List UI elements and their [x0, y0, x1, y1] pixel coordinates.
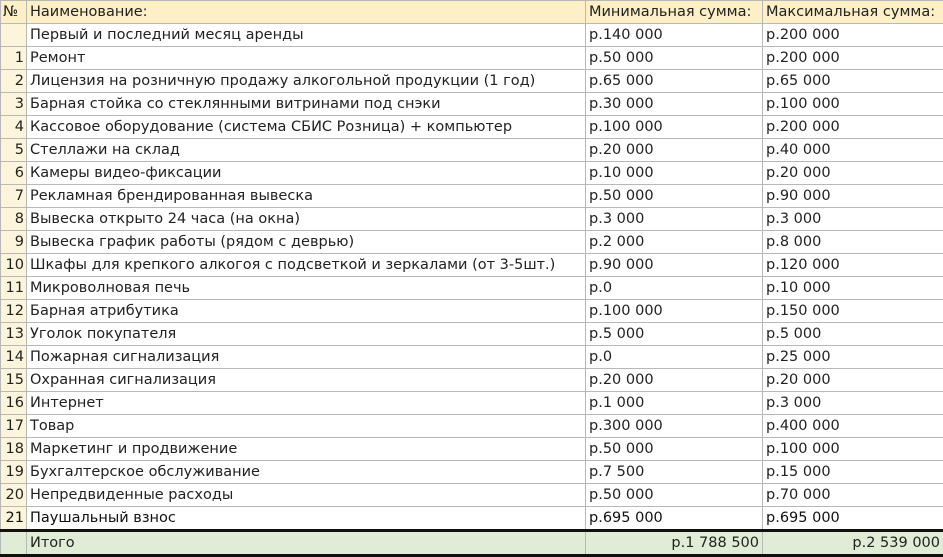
row-min: р.90 000 — [586, 254, 763, 277]
row-min: р.20 000 — [586, 139, 763, 162]
row-num: 9 — [1, 231, 27, 254]
row-name: Непредвиденные расходы — [27, 484, 586, 507]
total-max: р.2 539 000 — [763, 531, 943, 556]
row-max: р.20 000 — [763, 369, 943, 392]
row-max: р.40 000 — [763, 139, 943, 162]
row-num: 15 — [1, 369, 27, 392]
row-max: р.70 000 — [763, 484, 943, 507]
header-row — [1, 1, 943, 24]
row-name: Рекламная брендированная вывеска — [27, 185, 586, 208]
header-num: № — [1, 1, 27, 24]
row-min: р.695 000 — [586, 507, 763, 531]
row-num: 3 — [1, 93, 27, 116]
row-max: р.100 000 — [763, 438, 943, 461]
total-min: р.1 788 500 — [586, 531, 763, 556]
row-name: Бухгалтерское обслуживание — [27, 461, 586, 484]
row-min: р.0 — [586, 277, 763, 300]
row-num: 5 — [1, 139, 27, 162]
row-min: р.50 000 — [586, 47, 763, 70]
row-num: 7 — [1, 185, 27, 208]
row-num: 19 — [1, 461, 27, 484]
row-name: Товар — [27, 415, 586, 438]
row-min: р.3 000 — [586, 208, 763, 231]
table-row — [1, 47, 943, 70]
table-row — [1, 346, 943, 369]
total-num — [1, 531, 27, 556]
row-max: р.400 000 — [763, 415, 943, 438]
table-row — [1, 392, 943, 415]
row-name: Вывеска открыто 24 часа (на окна) — [27, 208, 586, 231]
row-num: 20 — [1, 484, 27, 507]
row-name: Шкафы для крепкого алкогоя с подсветкой и зеркалами (от 3-5шт.) — [27, 254, 586, 277]
row-min: р.10 000 — [586, 162, 763, 185]
table-row — [1, 507, 943, 531]
row-num: 10 — [1, 254, 27, 277]
row-min: р.1 000 — [586, 392, 763, 415]
row-num — [1, 24, 27, 47]
row-min: р.100 000 — [586, 116, 763, 139]
total-row — [1, 531, 943, 556]
row-name: Кассовое оборудование (система СБИС Розница) + компьютер — [27, 116, 586, 139]
row-min: р.65 000 — [586, 70, 763, 93]
table-row — [1, 139, 943, 162]
row-name: Паушальный взнос — [27, 507, 586, 531]
row-max: р.3 000 — [763, 392, 943, 415]
row-name: Уголок покупателя — [27, 323, 586, 346]
row-num: 2 — [1, 70, 27, 93]
row-name: Барная атрибутика — [27, 300, 586, 323]
row-min: р.50 000 — [586, 484, 763, 507]
table-row — [1, 461, 943, 484]
table-row — [1, 162, 943, 185]
row-max: р.5 000 — [763, 323, 943, 346]
row-min: р.5 000 — [586, 323, 763, 346]
table-row — [1, 369, 943, 392]
row-max: р.3 000 — [763, 208, 943, 231]
row-max: р.10 000 — [763, 277, 943, 300]
row-name: Интернет — [27, 392, 586, 415]
header-name: Наименование: — [27, 1, 586, 24]
row-num: 17 — [1, 415, 27, 438]
row-min: р.100 000 — [586, 300, 763, 323]
table-row — [1, 438, 943, 461]
row-max: р.100 000 — [763, 93, 943, 116]
table-row — [1, 24, 943, 47]
row-max: р.200 000 — [763, 47, 943, 70]
row-max: р.25 000 — [763, 346, 943, 369]
row-min: р.50 000 — [586, 438, 763, 461]
row-name: Пожарная сигнализация — [27, 346, 586, 369]
row-min: р.50 000 — [586, 185, 763, 208]
row-num: 6 — [1, 162, 27, 185]
row-max: р.120 000 — [763, 254, 943, 277]
table-row — [1, 415, 943, 438]
row-num: 13 — [1, 323, 27, 346]
table-row — [1, 70, 943, 93]
table-row — [1, 323, 943, 346]
row-num: 11 — [1, 277, 27, 300]
table-row — [1, 254, 943, 277]
table-row — [1, 185, 943, 208]
row-name: Ремонт — [27, 47, 586, 70]
row-min: р.7 500 — [586, 461, 763, 484]
row-max: р.695 000 — [763, 507, 943, 531]
header-min: Минимальная сумма: — [586, 1, 763, 24]
row-num: 1 — [1, 47, 27, 70]
row-name: Маркетинг и продвижение — [27, 438, 586, 461]
row-max: р.200 000 — [763, 24, 943, 47]
row-min: р.140 000 — [586, 24, 763, 47]
row-name: Охранная сигнализация — [27, 369, 586, 392]
table-row — [1, 231, 943, 254]
total-label: Итого — [27, 531, 586, 556]
row-num: 14 — [1, 346, 27, 369]
row-min: р.20 000 — [586, 369, 763, 392]
table-row — [1, 116, 943, 139]
row-num: 18 — [1, 438, 27, 461]
row-max: р.200 000 — [763, 116, 943, 139]
table-row — [1, 93, 943, 116]
row-num: 12 — [1, 300, 27, 323]
row-max: р.150 000 — [763, 300, 943, 323]
header-max: Максимальная сумма: — [763, 1, 943, 24]
table-row — [1, 208, 943, 231]
row-name: Стеллажи на склад — [27, 139, 586, 162]
table-row — [1, 277, 943, 300]
row-max: р.65 000 — [763, 70, 943, 93]
row-min: р.300 000 — [586, 415, 763, 438]
row-max: р.15 000 — [763, 461, 943, 484]
row-name: Камеры видео-фиксации — [27, 162, 586, 185]
table-row — [1, 484, 943, 507]
table-row — [1, 300, 943, 323]
row-name: Микроволновая печь — [27, 277, 586, 300]
row-min: р.30 000 — [586, 93, 763, 116]
row-name: Барная стойка со стеклянными витринами под снэки — [27, 93, 586, 116]
row-num: 16 — [1, 392, 27, 415]
row-max: р.20 000 — [763, 162, 943, 185]
row-num: 8 — [1, 208, 27, 231]
row-min: р.2 000 — [586, 231, 763, 254]
row-name: Первый и последний месяц аренды — [27, 24, 586, 47]
row-name: Лицензия на розничную продажу алкогольной продукции (1 год) — [27, 70, 586, 93]
row-num: 4 — [1, 116, 27, 139]
row-max: р.90 000 — [763, 185, 943, 208]
row-name: Вывеска график работы (рядом с деврью) — [27, 231, 586, 254]
row-min: р.0 — [586, 346, 763, 369]
row-max: р.8 000 — [763, 231, 943, 254]
row-num: 21 — [1, 507, 27, 531]
